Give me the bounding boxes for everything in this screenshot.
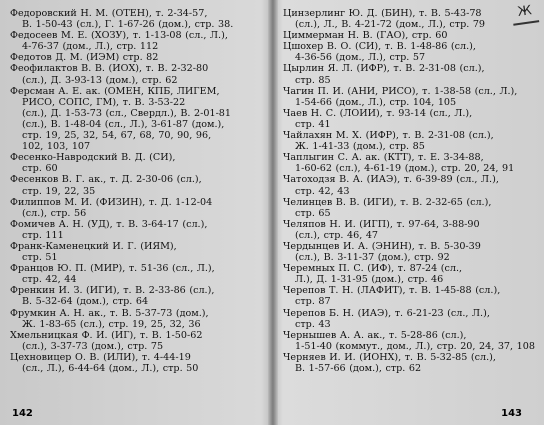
directory-entry: Цшохер В. О. (СИ), т. В. 1-48-86 (сл.), 4-36-56 (дом., Л.), стр. 57 bbox=[283, 41, 476, 64]
directory-entry: Черепов Т. Н. (ЛАФИТ), т. В. 1-45-88 (сл.), стр. 87 bbox=[283, 285, 501, 308]
directory-entry: Чернышев А. А. ак., т. 5-28-86 (сл.), 1-51-40 (коммут., дом., Л.), стр. 20, 24, 37, 108 bbox=[283, 329, 535, 352]
directory-entry: Феофилактов В. В. (ИОХ), т. В. 2-32-80 (сл.), Д. 3-93-13 (дом.), стр. 62 bbox=[10, 63, 209, 86]
directory-entry: Челинцев В. В. (ИГИ), т. В. 2-32-65 (сл.), стр. 65 bbox=[283, 196, 492, 219]
directory-entry: Фесенко-Навродский В. Д. (СИ), стр. 60 bbox=[10, 152, 176, 175]
directory-entry: Черепов Б. Н. (ИАЭ), т. 6-21-23 (сл., Л.), стр. 43 bbox=[283, 307, 490, 330]
directory-entry: Чатоходзя В. А. (ИАЭ), т. 6-39-89 (сл., Л.), стр. 42, 43 bbox=[283, 174, 499, 197]
directory-entry: Хмельницкая Ф. И. (ИГ), т. В. 1-50-62 (сл.), 3-37-73 (дом.), стр. 75 bbox=[10, 329, 203, 352]
page-number-right: 143 bbox=[501, 408, 522, 419]
directory-entry: Чагин П. И. (АНИ, РИСО), т. 1-38-58 (сл., Л.), 1-54-66 (дом., Л.), стр. 104, 105 bbox=[283, 85, 518, 108]
directory-entry: Чаплыгин С. А. ак. (КТТ), т. Е. 3-34-88, 1-60-62 (сл.), 4-61-19 (дом.), стр. 20, 24, 91 bbox=[283, 152, 515, 175]
directory-entry: Цехновицер О. В. (ИЛИ), т. 4-44-19 (сл., Л.), 6-44-64 (дом., Л.), стр. 50 bbox=[10, 351, 199, 374]
directory-entry: Френкин И. З. (ИГИ), т. В. 2-33-86 (сл.), В. 5-32-64 (дом.), стр. 64 bbox=[10, 285, 215, 308]
directory-entry: Франк-Каменецкий И. Г. (ИЯМ), стр. 51 bbox=[10, 240, 177, 264]
directory-entry: Челяпов Н. И. (ИГП), т. 97-64, 3-88-90 (сл.), стр. 46, 47 bbox=[283, 218, 480, 241]
handwritten-margin-mark: Ж bbox=[511, 2, 540, 25]
directory-entry: Черемных П. С. (ИФ), т. 87-24 (сл., Л.), Д. 1-31-95 (дом.), стр. 46 bbox=[283, 263, 463, 286]
directory-entry: Федосеев М. Е. (ХОЗУ), т. 1-13-08 (сл., Л.), 4-76-37 (дом., Л.), стр. 112 bbox=[10, 30, 228, 53]
directory-entry: Циммерман Н. В. (ГАО), стр. 60 bbox=[283, 30, 448, 42]
directory-entry: Фомичев А. Н. (УД), т. В. 3-64-17 (сл.), стр. 111 bbox=[10, 218, 208, 241]
directory-entry: Чайлахян М. Х. (ИФР), т. В. 2-31-08 (сл.), Ж. 1-41-33 (дом.), стр. 85 bbox=[283, 130, 494, 153]
left-page bbox=[10, 8, 264, 420]
directory-entry: Федоровский Н. М. (ОТЕН), т. 2-34-57, В. 1-50-43 (сл.), Г. 1-67-26 (дом.), стр. 38. bbox=[10, 8, 234, 31]
page-number-left: 142 bbox=[12, 408, 33, 419]
directory-entry: Фесенков В. Г. ак., т. Д. 2-30-06 (сл.), стр. 19, 22, 35 bbox=[10, 174, 202, 197]
directory-entry: Филиппов М. И. (ФИЗИН), т. Д. 1-12-04 (сл.), стр. 56 bbox=[10, 196, 213, 219]
directory-entry: Федотов Д. М. (ИЭМ) стр. 82 bbox=[10, 52, 159, 64]
directory-entry: Черняев И. И. (ИОНХ), т. В. 5-32-85 (сл.), В. 1-57-66 (дом.), стр. 62 bbox=[283, 351, 496, 374]
directory-entry: Францов Ю. П. (МИР), т. 51-36 (сл., Л.), стр. 42, 44 bbox=[10, 263, 215, 286]
directory-entry: Чердынцев И. А. (ЭНИН), т. В. 5-30-39 (сл.), В. 3-11-37 (дом.), стр. 92 bbox=[283, 240, 481, 264]
directory-entry: Цырлин Я. Л. (ИФР), т. В. 2-31-08 (сл.), стр. 85 bbox=[283, 63, 485, 86]
directory-entry: Чаев Н. С. (ЛОИИ), т. 93-14 (сл., Л.), стр. 41 bbox=[283, 107, 473, 130]
book-gutter bbox=[268, 0, 278, 425]
directory-entry: Фрумкин А. Н. ак., т. В. 5-37-73 (дом.), Ж. 1-83-65 (сл.), стр. 19, 25, 32, 36 bbox=[10, 307, 209, 330]
directory-entry: Ферсман А. Е. ак. (ОМЕН, КПБ, ЛИГЕМ, РИСО, СОПС, ГМ), т. В. 3-53-22 (сл.), Д. 1-53-73 (сл., Свердл.), В. 2-01-81 (сл.), В. 1-48-04 (сл., Л.), 3-61-87 (дом.), стр. 19, 25, 32, 54, 67, 68, 70, 90, 96, 102, 103, 107 bbox=[10, 85, 232, 153]
right-page bbox=[283, 8, 535, 420]
directory-entry: Цинзерлинг Ю. Д. (БИН), т. В. 5-43-78 (сл.), Л., В. 4-21-72 (дом., Л.), стр. 79 bbox=[283, 8, 486, 31]
